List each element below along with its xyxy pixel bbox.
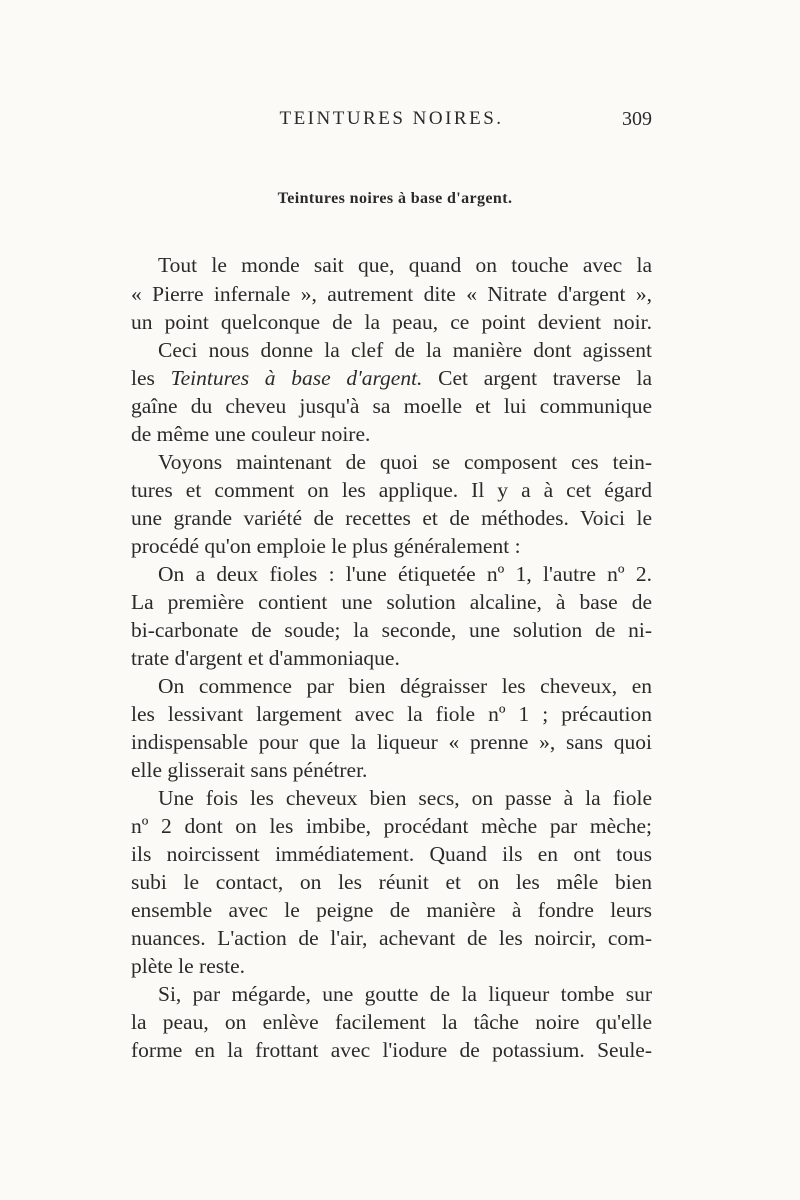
- text-line: indispensable pour que la liqueur « prenne », sans quoi: [131, 730, 652, 754]
- text-line: Tout le monde sait que, quand on touche avec la: [158, 253, 652, 277]
- text-line: On commence par bien dégraisser les cheveux, en: [158, 674, 652, 698]
- text-fragment: les: [131, 366, 155, 390]
- text-line: ensemble avec le peigne de manière à fondre leurs: [131, 898, 652, 922]
- text-line: On a deux fioles : l'une étiquetée nº 1, l'autre nº 2.: [158, 562, 652, 586]
- text-line: une grande variété de recettes et de méthodes. Voici le: [131, 506, 652, 530]
- text-line: procédé qu'on emploie le plus généralement :: [131, 534, 521, 558]
- text-line: forme en la frottant avec l'iodure de potassium. Seule-: [131, 1038, 652, 1062]
- text-line: bi-carbonate de soude; la seconde, une solution de ni-: [131, 618, 652, 642]
- text-line: elle glisserait sans pénétrer.: [131, 758, 368, 782]
- text-line: « Pierre infernale », autrement dite « Nitrate d'argent »,: [131, 282, 652, 306]
- italic-term: Teintures à base d'argent.: [170, 366, 423, 390]
- text-line: plète le reste.: [131, 954, 246, 978]
- text-line-mixed: [131, 364, 652, 392]
- text-line: Voyons maintenant de quoi se composent ces tein-: [158, 450, 652, 474]
- page-number: 309: [622, 108, 652, 130]
- text-line: Une fois les cheveux bien secs, on passe à la fiole: [158, 786, 652, 810]
- text-line: gaîne du cheveu jusqu'à sa moelle et lui communique: [131, 394, 652, 418]
- text-line: la peau, on enlève facilement la tâche noire qu'elle: [131, 1010, 652, 1034]
- text-line: tures et comment on les applique. Il y a à cet égard: [131, 478, 652, 502]
- text-line: Ceci nous donne la clef de la manière dont agissent: [158, 338, 652, 362]
- section-heading: Teintures noires à base d'argent.: [277, 190, 513, 207]
- text-line: nº 2 dont on les imbibe, procédant mèche par mèche;: [131, 814, 652, 838]
- text-line: les lessivant largement avec la fiole nº 1 ; précaution: [131, 702, 652, 726]
- text-line: La première contient une solution alcaline, à base de: [131, 590, 652, 614]
- text-line: trate d'argent et d'ammoniaque.: [131, 646, 400, 670]
- text-fragment: Cet argent traverse la: [438, 366, 653, 390]
- text-line: subi le contact, on les réunit et on les mêle bien: [131, 870, 652, 894]
- text-line: Si, par mégarde, une goutte de la liqueur tombe sur: [158, 982, 652, 1006]
- text-line: un point quelconque de la peau, ce point devient noir.: [131, 310, 652, 334]
- running-title: TEINTURES NOIRES.: [279, 108, 504, 129]
- text-line: de même une couleur noire.: [131, 422, 371, 446]
- text-line: ils noircissent immédiatement. Quand ils en ont tous: [131, 842, 652, 866]
- text-line: nuances. L'action de l'air, achevant de les noircir, com-: [131, 926, 652, 950]
